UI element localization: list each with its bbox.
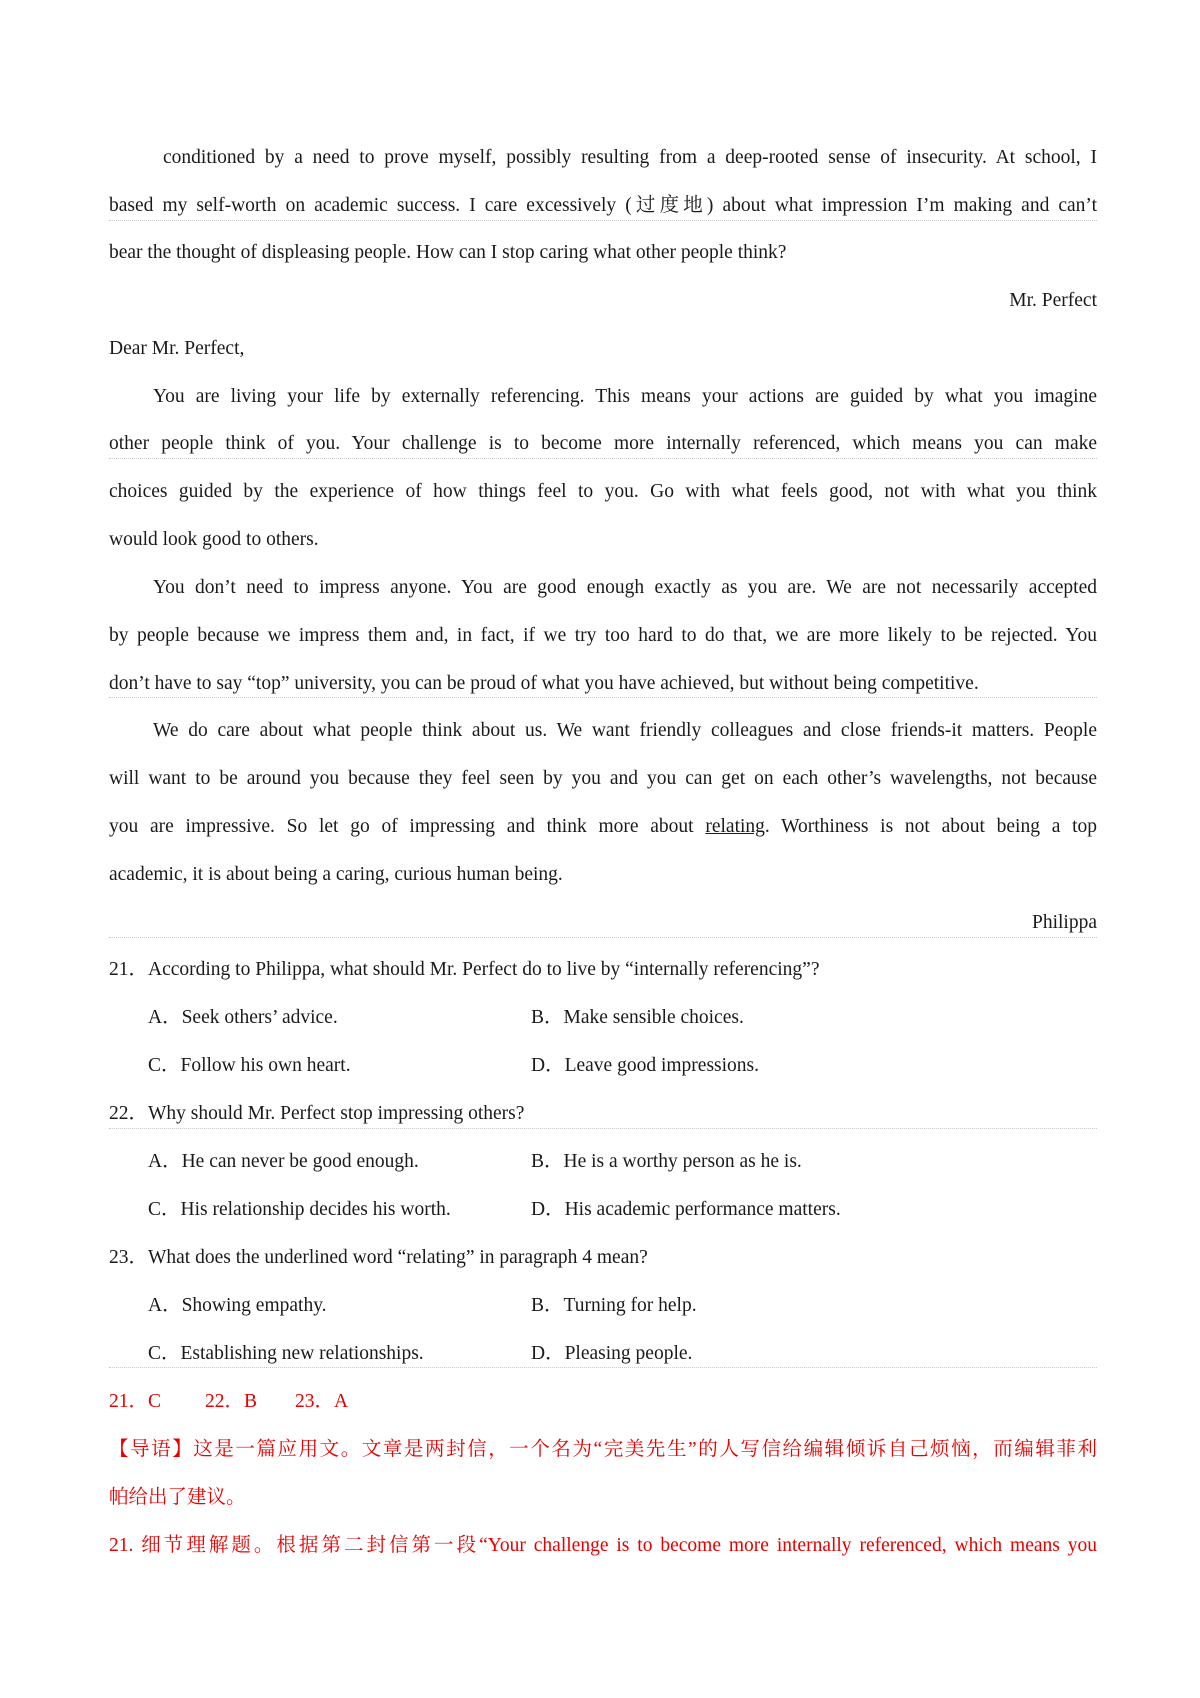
letter1-line-3: bear the thought of displeasing people. How can I stop caring what other people think? (109, 242, 787, 263)
question-22-option-b: B．He is a worthy person as he is. (531, 1151, 802, 1172)
p3-line-3-end: . Worthiness is not about being a top (764, 816, 1098, 837)
letter1-line-2: based my self-worth on academic success. I care excessively (过度地) about what impression I’m making and can’t (109, 195, 1097, 216)
question-21-option-b: B．Make sensible choices. (531, 1007, 744, 1028)
letter2-p1-line-4: would look good to others. (109, 529, 319, 550)
question-22-option-a: A．He can never be good enough. (148, 1151, 419, 1172)
letter2-signature: Philippa (1031, 912, 1097, 933)
letter2-p2-line-1: You don’t need to impress anyone. You are good enough exactly as you are. We are not necessarily accepted (153, 577, 1097, 598)
p3-line-3-start: you are impressive. So let go of impressing and think more about (109, 816, 706, 837)
letter2-salutation: Dear Mr. Perfect, (109, 338, 245, 359)
divider (109, 697, 1097, 698)
question-23-option-c: C．Establishing new relationships. (148, 1343, 424, 1364)
question-21-option-a: A．Seek others’ advice. (148, 1007, 338, 1028)
guide-line-2: 帕给出了建议。 (109, 1487, 246, 1508)
question-22-option-c: C．His relationship decides his worth. (148, 1199, 451, 1220)
question-23-stem: 23．What does the underlined word “relating” in paragraph 4 mean? (109, 1247, 648, 1268)
question-22-stem: 22．Why should Mr. Perfect stop impressing others? (109, 1103, 525, 1124)
divider (109, 1128, 1097, 1129)
letter2-p3-line-1: We do care about what people think about us. We want friendly colleagues and close friends-it matters. People (153, 720, 1097, 741)
divider (109, 937, 1097, 938)
letter1-line-1: conditioned by a need to prove myself, possibly resulting from a deep-rooted sense of insecurity. At school, I (163, 147, 1097, 168)
letter2-p1-line-2: other people think of you. Your challenge is to become more internally referenced, which means you can make (109, 433, 1097, 454)
letter2-p1-line-3: choices guided by the experience of how things feel to you. Go with what feels good, not with what you think (109, 481, 1097, 502)
divider (109, 458, 1097, 459)
guide-line-1: 【导语】这是一篇应用文。文章是两封信，一个名为“完美先生”的人写信给编辑倾诉自己烦恼，而编辑菲利 (109, 1439, 1097, 1460)
divider (109, 220, 1097, 221)
analysis-line-1: 21. 细节理解题。根据第二封信第一段“Your challenge is to become more internally referenced, which means you (109, 1535, 1097, 1556)
question-23-option-d: D．Pleasing people. (531, 1343, 693, 1364)
answer-21: 21．C (109, 1391, 162, 1412)
question-22-option-d: D．His academic performance matters. (531, 1199, 841, 1220)
answer-22: 22．B (205, 1391, 258, 1412)
question-21-option-d: D．Leave good impressions. (531, 1055, 760, 1076)
question-23-option-b: B．Turning for help. (531, 1295, 697, 1316)
letter1-signature: Mr. Perfect (1009, 290, 1097, 311)
letter2-p2-line-2: by people because we impress them and, in fact, if we try too hard to do that, we are more likely to be rejected. You (109, 625, 1097, 646)
letter2-p3-line-3 (109, 815, 1097, 839)
answer-key (109, 1390, 1097, 1414)
underlined-word-relating: relating (705, 816, 765, 837)
question-21-stem: 21．According to Philippa, what should Mr. Perfect do to live by “internally referencing”? (109, 959, 820, 980)
letter2-p3-line-4: academic, it is about being a caring, curious human being. (109, 864, 563, 885)
letter2-p1-line-1: You are living your life by externally referencing. This means your actions are guided by what you imagine (153, 386, 1097, 407)
letter2-p2-line-3: don’t have to say “top” university, you can be proud of what you have achieved, but without being competitive. (109, 673, 979, 694)
question-21-option-c: C．Follow his own heart. (148, 1055, 351, 1076)
answer-23: 23．A (295, 1391, 349, 1412)
letter2-p3-line-2: will want to be around you because they feel seen by you and you can get on each other’s wavelengths, not because (109, 768, 1097, 789)
question-23-option-a: A．Showing empathy. (148, 1295, 327, 1316)
divider (109, 1367, 1097, 1368)
